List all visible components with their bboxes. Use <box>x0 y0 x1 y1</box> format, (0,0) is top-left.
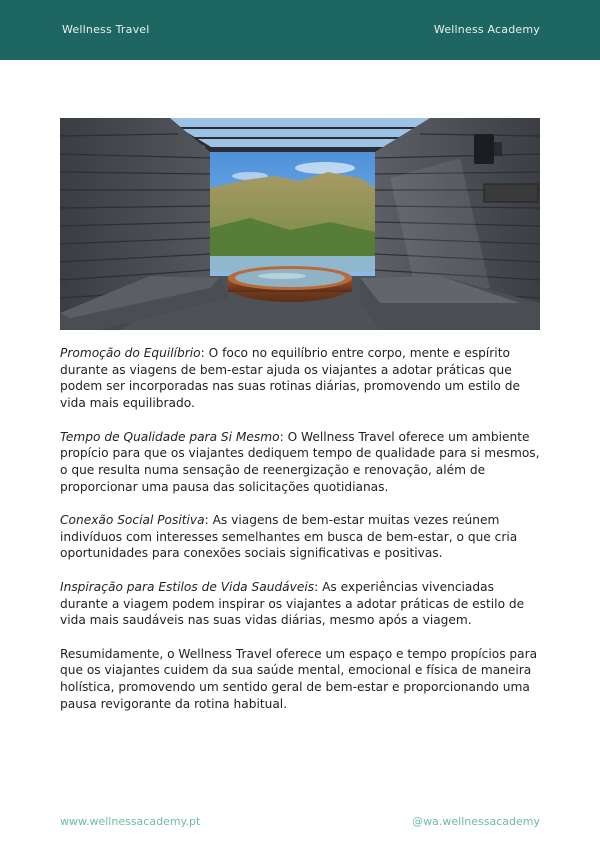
summary-paragraph: Resumidamente, o Wellness Travel oferece um espaço e tempo propícios para que os viajantes cuidem da sua saúde mental, emocional e física de maneira holística, promovendo um sentido geral de bem-estar e proporcionando uma pausa revigorante da rotina habitual. <box>60 646 538 711</box>
paragraph-title: Tempo de Qualidade para Si Mesmo <box>60 429 280 444</box>
page-header <box>0 0 600 60</box>
footer-social-handle[interactable]: @wa.wellnessacademy <box>412 815 540 828</box>
paragraph-tempo-qualidade <box>60 429 545 496</box>
paragraph-conexao-social <box>60 512 545 562</box>
paragraph-title: Promoção do Equilíbrio <box>60 346 201 360</box>
header-academy: Wellness Academy <box>433 23 540 36</box>
hot-tub-illustration <box>60 118 540 330</box>
paragraph-text: : As viagens de bem-estar muitas vezes reúnem indivíduos com interesses semelhantes em busca de bem-estar, o que cria oportunidades para conexões sociais significativas e positivas. <box>60 513 518 561</box>
article-body <box>60 345 545 729</box>
paragraph-text: : As experiências vivenciadas durante a viagem podem inspirar os viajantes a adotar práticas de estilo de vida mais saudáveis nas suas vidas diárias, mesmo após a viagem. <box>60 579 525 628</box>
paragraph-inspiracao <box>60 579 545 629</box>
footer-website-link[interactable]: www.wellnessacademy.pt <box>60 815 201 828</box>
paragraph-text: : O Wellness Travel oferece um ambiente propício para que os viajantes dediquem tempo de qualidade para si mesmos, o que resulta numa sensação de reenergização e renovação, além de proporcionar uma pausa das solicitações quotidianas. <box>60 429 540 494</box>
paragraph-text: : O foco no equilíbrio entre corpo, mente e espírito durante as viagens de bem-estar ajuda os viajantes a adotar práticas que podem ser incorporadas nas suas rotinas diárias, promovendo um estilo de vida mais equilibrado. <box>60 346 521 411</box>
paragraph-equilibrio <box>60 345 545 412</box>
paragraph-title: Inspiração para Estilos de Vida Saudáveis <box>60 579 315 594</box>
paragraph-title: Conexão Social Positiva <box>60 513 205 527</box>
hot-tub-photo <box>60 118 540 330</box>
header-brand: Wellness Travel <box>62 23 150 36</box>
